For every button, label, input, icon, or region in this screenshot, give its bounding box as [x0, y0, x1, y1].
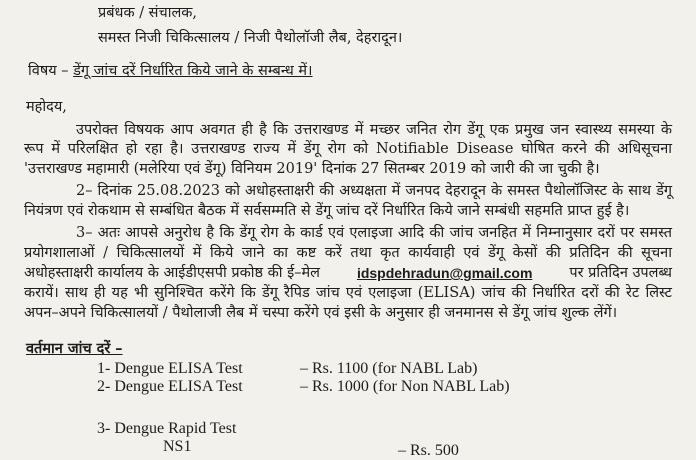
email-link[interactable]: idspdehradun@gmail.com — [356, 265, 533, 281]
rate-sub-item-price: – Rs. 500 — [398, 442, 459, 459]
addressee-line-2: समस्त निजी चिकित्सालय / निजी पैथोलॉजी लैब, देहरादून। — [98, 30, 403, 46]
rate-item-1-price: – Rs. 1100 (for NABL Lab) — [300, 360, 478, 377]
rate-item-2-label: 2- Dengue ELISA Test — [97, 378, 243, 395]
paragraph-2-line-2: नियंत्रण एवं रोकथाम से सम्बंधित बैठक में सर्वसम्मति से डेंगू जांच दरें निर्धारित किये जाने सम्बंधी सहमति प्राप्त हुई है। — [24, 203, 630, 219]
email-suffix-text: पर प्रतिदिन उपलब्ध — [569, 265, 672, 281]
salutation: महोदय, — [26, 99, 67, 115]
rate-item-3-label: 3- Dengue Rapid Test — [97, 420, 237, 437]
rate-item-2-price: – Rs. 1000 (for Non NABL Lab) — [300, 378, 510, 395]
rate-item-1-label: 1- Dengue ELISA Test — [97, 360, 243, 377]
paragraph-1-line-2: रूप में परिलक्षित हो रहा है। उत्तराखण्ड राज्य में डेंगू रोग को Notifiable Disease घोषित करने की अधिसूचना — [24, 141, 672, 157]
paragraph-1-line-3: 'उत्तराखण्ड महामारी (मलेरिया एवं डेंगू) विनियम 2019' दिनांक 27 सितम्बर 2019 को जारी की जा चुकी है। — [24, 161, 600, 177]
subject-label: विषय – — [28, 63, 69, 79]
paragraph-3-line-1: 3– अतः आपसे अनुरोध है कि डेंगू रोग के कार्ड एवं एलाइजा आदि की जांच जनहित में निम्नानुसार दरों पर समस्त — [76, 225, 672, 241]
paragraph-3-line-2: प्रयोगशालाओं / चिकित्सालयों में किये जाने का कष्ट करें तथा कृत कार्यवाही एवं डेंगू केसों की प्रतिदिन की सूचना — [24, 245, 672, 261]
paragraph-3-line-3 — [24, 264, 672, 282]
subject-text: डेंगू जांच दरें निर्धारित किये जाने के सम्बन्ध में। — [73, 63, 313, 79]
paragraph-3-line-4: करायें। साथ ही यह भी सुनिश्चित करेंगे कि डेंगू रैपिड जांच एवं एलाइजा (ELISA) जांच की निर्धारित दरों की रेट लिस्ट — [24, 285, 672, 301]
email-prefix-text: अधोहस्ताक्षरी कार्यालय के आईडीएसपी प्रकोष्ठ की ई–मेल — [24, 265, 320, 281]
subject-line — [28, 62, 313, 80]
rates-heading: वर्तमान जांच दरें – — [26, 340, 123, 357]
addressee-line-1: प्रबंधक / संचालक, — [98, 5, 198, 21]
rate-sub-item-label: NS1 — [163, 438, 192, 455]
paragraph-2-line-1: 2– दिनांक 25.08.2023 को अधोहस्ताक्षरी की अध्यक्षता में जनपद देहरादून के समस्त पैथोलॉजिस्ट के साथ डेंगू — [76, 183, 672, 199]
paragraph-1-line-1: उपरोक्त विषयक आप अवगत ही है कि उत्तराखण्ड में मच्छर जनित रोग डेंगू एक प्रमुख जन स्वास्थ्य समस्या के — [76, 122, 672, 138]
paragraph-3-line-5: अपन–अपने चिकित्सालयों / पैथोलाजी लैब में चस्पा करेंगे एवं इसी के अनुसार ही जनमानस से डेंगू जांच शुल्क लेंगें। — [24, 305, 618, 321]
